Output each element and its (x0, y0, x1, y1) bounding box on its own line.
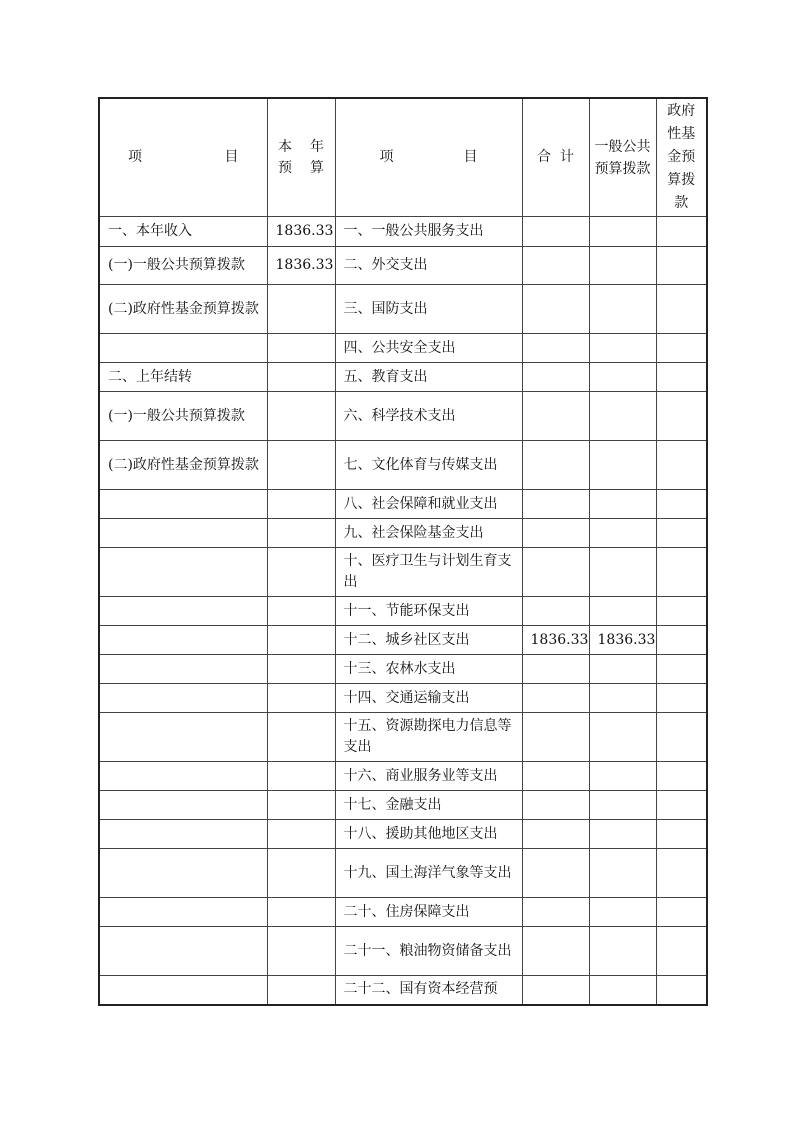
table-row (99, 898, 707, 927)
expense-cell: 十二、城乡社区支出 (335, 626, 522, 655)
expense-cell: 五、教育支出 (335, 363, 522, 392)
header-item-expense: 项 目 (335, 98, 522, 217)
table-row (99, 519, 707, 548)
table-row (99, 490, 707, 519)
general-budget-cell (589, 898, 656, 927)
income-cell (99, 490, 267, 519)
expense-cell: 十八、援助其他地区支出 (335, 820, 522, 849)
expense-cell: 四、公共安全支出 (335, 334, 522, 363)
header-item-income: 项 目 (99, 98, 267, 217)
total-cell (522, 791, 589, 820)
fund-budget-cell (656, 597, 707, 626)
income-cell (99, 898, 267, 927)
fund-budget-cell (656, 490, 707, 519)
budget-cell (267, 363, 335, 392)
general-budget-cell (589, 927, 656, 976)
total-cell (522, 334, 589, 363)
general-budget-cell (589, 762, 656, 791)
total-cell (522, 217, 589, 247)
budget-cell (267, 762, 335, 791)
general-budget-cell (589, 849, 656, 898)
fund-budget-cell (656, 392, 707, 441)
total-cell (522, 285, 589, 334)
budget-cell (267, 334, 335, 363)
expense-cell: 一、一般公共服务支出 (335, 217, 522, 247)
fund-budget-cell (656, 927, 707, 976)
budget-cell (267, 392, 335, 441)
fund-budget-cell (656, 762, 707, 791)
income-cell (99, 762, 267, 791)
general-budget-cell (589, 441, 656, 490)
budget-cell (267, 548, 335, 597)
general-budget-cell (589, 217, 656, 247)
budget-cell (267, 441, 335, 490)
table-row (99, 713, 707, 762)
expense-cell: 二十一、粮油物资储备支出 (335, 927, 522, 976)
table-row (99, 655, 707, 684)
budget-cell (267, 898, 335, 927)
budget-cell (267, 820, 335, 849)
income-cell: (一)一般公共预算拨款 (99, 247, 267, 285)
header-row (99, 98, 707, 217)
income-cell: 二、上年结转 (99, 363, 267, 392)
table-row (99, 849, 707, 898)
total-cell (522, 849, 589, 898)
general-budget-cell (589, 684, 656, 713)
expense-cell: 三、国防支出 (335, 285, 522, 334)
general-budget-cell (589, 285, 656, 334)
table-row (99, 247, 707, 285)
expense-cell: 九、社会保险基金支出 (335, 519, 522, 548)
total-cell (522, 441, 589, 490)
budget-cell (267, 791, 335, 820)
income-cell (99, 713, 267, 762)
income-cell (99, 334, 267, 363)
income-cell: (一)一般公共预算拨款 (99, 392, 267, 441)
expense-cell: 十五、资源勘探电力信息等支出 (335, 713, 522, 762)
table-row (99, 820, 707, 849)
total-cell (522, 548, 589, 597)
general-budget-cell (589, 548, 656, 597)
total-cell (522, 684, 589, 713)
fund-budget-cell (656, 713, 707, 762)
expense-cell: 七、文化体育与传媒支出 (335, 441, 522, 490)
budget-table (98, 97, 708, 1006)
total-cell (522, 519, 589, 548)
budget-cell (267, 976, 335, 1005)
table-row (99, 363, 707, 392)
budget-cell (267, 713, 335, 762)
table-row (99, 626, 707, 655)
general-budget-cell (589, 976, 656, 1005)
expense-cell: 二十二、国有资本经营预 (335, 976, 522, 1005)
fund-budget-cell (656, 519, 707, 548)
total-cell (522, 927, 589, 976)
total-cell (522, 490, 589, 519)
expense-cell: 八、社会保障和就业支出 (335, 490, 522, 519)
general-budget-cell (589, 392, 656, 441)
expense-cell: 二十、住房保障支出 (335, 898, 522, 927)
fund-budget-cell (656, 898, 707, 927)
fund-budget-cell (656, 363, 707, 392)
income-cell: 一、本年收入 (99, 217, 267, 247)
total-cell (522, 762, 589, 791)
total-cell (522, 713, 589, 762)
fund-budget-cell (656, 626, 707, 655)
general-budget-cell: 1836.33 (589, 626, 656, 655)
expense-cell: 十四、交通运输支出 (335, 684, 522, 713)
table-row (99, 392, 707, 441)
header-general-budget: 一般公共预算拨款 (589, 98, 656, 217)
general-budget-cell (589, 655, 656, 684)
expense-cell: 十六、商业服务业等支出 (335, 762, 522, 791)
fund-budget-cell (656, 791, 707, 820)
fund-budget-cell (656, 217, 707, 247)
income-cell (99, 684, 267, 713)
table-row (99, 597, 707, 626)
budget-cell: 1836.33 (267, 247, 335, 285)
table-row (99, 791, 707, 820)
total-cell: 1836.33 (522, 626, 589, 655)
expense-cell: 六、科学技术支出 (335, 392, 522, 441)
expense-cell: 二、外交支出 (335, 247, 522, 285)
header-fund-budget: 政府性基金预算拨款 (656, 98, 707, 217)
general-budget-cell (589, 247, 656, 285)
budget-cell (267, 519, 335, 548)
general-budget-cell (589, 791, 656, 820)
income-cell (99, 655, 267, 684)
general-budget-cell (589, 490, 656, 519)
income-cell (99, 849, 267, 898)
table-row (99, 334, 707, 363)
fund-budget-cell (656, 976, 707, 1005)
general-budget-cell (589, 519, 656, 548)
general-budget-cell (589, 597, 656, 626)
income-cell: (二)政府性基金预算拨款 (99, 441, 267, 490)
budget-cell (267, 927, 335, 976)
income-cell (99, 626, 267, 655)
fund-budget-cell (656, 820, 707, 849)
general-budget-cell (589, 363, 656, 392)
total-cell (522, 363, 589, 392)
general-budget-cell (589, 713, 656, 762)
income-cell (99, 548, 267, 597)
expense-cell: 十七、金融支出 (335, 791, 522, 820)
income-cell (99, 519, 267, 548)
budget-cell (267, 597, 335, 626)
income-cell (99, 820, 267, 849)
budget-cell (267, 490, 335, 519)
income-cell (99, 791, 267, 820)
total-cell (522, 597, 589, 626)
fund-budget-cell (656, 548, 707, 597)
budget-cell (267, 684, 335, 713)
table-row (99, 285, 707, 334)
total-cell (522, 247, 589, 285)
table-row (99, 927, 707, 976)
table-row (99, 762, 707, 791)
table-row (99, 684, 707, 713)
expense-cell: 十一、节能环保支出 (335, 597, 522, 626)
budget-cell (267, 849, 335, 898)
fund-budget-cell (656, 334, 707, 363)
total-cell (522, 392, 589, 441)
budget-cell (267, 655, 335, 684)
table-row (99, 548, 707, 597)
income-cell (99, 597, 267, 626)
fund-budget-cell (656, 849, 707, 898)
expense-cell: 十九、国土海洋气象等支出 (335, 849, 522, 898)
income-cell (99, 927, 267, 976)
budget-cell: 1836.33 (267, 217, 335, 247)
expense-cell: 十、医疗卫生与计划生育支出 (335, 548, 522, 597)
fund-budget-cell (656, 684, 707, 713)
general-budget-cell (589, 820, 656, 849)
fund-budget-cell (656, 285, 707, 334)
income-cell (99, 976, 267, 1005)
income-cell: (二)政府性基金预算拨款 (99, 285, 267, 334)
fund-budget-cell (656, 441, 707, 490)
total-cell (522, 976, 589, 1005)
total-cell (522, 655, 589, 684)
table-row (99, 976, 707, 1005)
table-row (99, 441, 707, 490)
fund-budget-cell (656, 247, 707, 285)
budget-cell (267, 626, 335, 655)
header-budget: 本 年 预 算 (267, 98, 335, 217)
table-row (99, 217, 707, 247)
expense-cell: 十三、农林水支出 (335, 655, 522, 684)
budget-cell (267, 285, 335, 334)
total-cell (522, 898, 589, 927)
general-budget-cell (589, 334, 656, 363)
total-cell (522, 820, 589, 849)
header-total: 合 计 (522, 98, 589, 217)
fund-budget-cell (656, 655, 707, 684)
